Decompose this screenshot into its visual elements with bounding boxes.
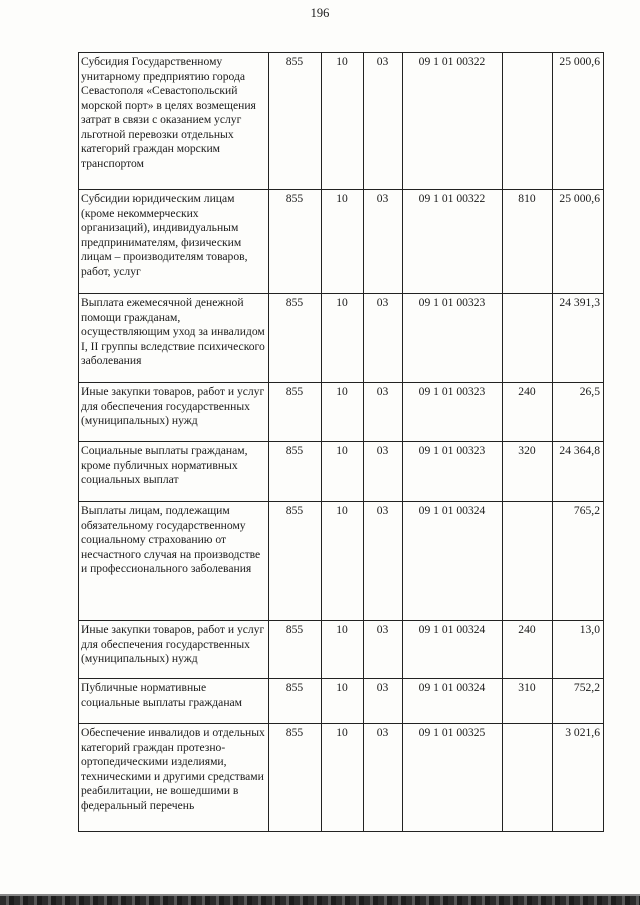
- department-code: 855: [269, 724, 322, 832]
- section-code: 10: [322, 679, 364, 724]
- department-code: 855: [269, 190, 322, 294]
- table-row: [79, 294, 604, 383]
- subsection-code: 03: [364, 502, 403, 621]
- subsection-code: 03: [364, 442, 403, 502]
- amount: 13,0: [553, 621, 604, 679]
- target-article-code: 09 1 01 00324: [403, 679, 503, 724]
- expense-type-code: 240: [503, 621, 553, 679]
- table-row: [79, 502, 604, 621]
- amount: 765,2: [553, 502, 604, 621]
- expense-type-code: 320: [503, 442, 553, 502]
- section-code: 10: [322, 621, 364, 679]
- amount: 25 000,6: [553, 190, 604, 294]
- section-code: 10: [322, 383, 364, 442]
- department-code: 855: [269, 294, 322, 383]
- expense-type-code: 310: [503, 679, 553, 724]
- subsection-code: 03: [364, 53, 403, 190]
- table-row: [79, 679, 604, 724]
- target-article-code: 09 1 01 00325: [403, 724, 503, 832]
- expense-item-name: Обеспечение инвалидов и отдельных категорий граждан протезно-ортопедическими изделиями, техническими и другими средствами реабилитации, не вошедшими в федеральный перечень: [79, 724, 269, 832]
- table-row: [79, 621, 604, 679]
- department-code: 855: [269, 502, 322, 621]
- budget-table: [78, 52, 604, 832]
- expense-type-code: 810: [503, 190, 553, 294]
- department-code: 855: [269, 53, 322, 190]
- subsection-code: 03: [364, 679, 403, 724]
- expense-item-name: Выплата ежемесячной денежной помощи гражданам, осуществляющим уход за инвалидом I, II группы вследствие психического заболевания: [79, 294, 269, 383]
- expense-type-code: [503, 294, 553, 383]
- page-number: 196: [310, 6, 330, 20]
- subsection-code: 03: [364, 724, 403, 832]
- amount: 24 391,3: [553, 294, 604, 383]
- subsection-code: 03: [364, 294, 403, 383]
- target-article-code: 09 1 01 00322: [403, 53, 503, 190]
- subsection-code: 03: [364, 190, 403, 294]
- target-article-code: 09 1 01 00323: [403, 383, 503, 442]
- scan-bottom-edge: [0, 896, 640, 905]
- expense-type-code: 240: [503, 383, 553, 442]
- target-article-code: 09 1 01 00323: [403, 442, 503, 502]
- table-row: [79, 190, 604, 294]
- amount: 752,2: [553, 679, 604, 724]
- department-code: 855: [269, 383, 322, 442]
- expense-item-name: Выплаты лицам, подлежащим обязательному государственному социальному страхованию от несчастного случая на производстве и профессионального заболевания: [79, 502, 269, 621]
- table-row: [79, 442, 604, 502]
- section-code: 10: [322, 190, 364, 294]
- amount: 24 364,8: [553, 442, 604, 502]
- target-article-code: 09 1 01 00324: [403, 621, 503, 679]
- expense-item-name: Иные закупки товаров, работ и услуг для обеспечения государственных (муниципальных) нужд: [79, 621, 269, 679]
- section-code: 10: [322, 502, 364, 621]
- subsection-code: 03: [364, 621, 403, 679]
- amount: 25 000,6: [553, 53, 604, 190]
- expense-type-code: [503, 502, 553, 621]
- expense-item-name: Публичные нормативные социальные выплаты гражданам: [79, 679, 269, 724]
- subsection-code: 03: [364, 383, 403, 442]
- department-code: 855: [269, 679, 322, 724]
- expense-type-code: [503, 724, 553, 832]
- table-row: [79, 53, 604, 190]
- amount: 26,5: [553, 383, 604, 442]
- expense-item-name: Субсидии юридическим лицам (кроме некоммерческих организаций), индивидуальным предпринимателям, физическим лицам – производителям товаров, работ, услуг: [79, 190, 269, 294]
- expense-item-name: Субсидия Государственному унитарному предприятию города Севастополя «Севастопольский морской порт» в целях возмещения затрат в связи с оказанием услуг льготной перевозки отдельных категорий граждан морским транспортом: [79, 53, 269, 190]
- table-row: [79, 724, 604, 832]
- expense-type-code: [503, 53, 553, 190]
- target-article-code: 09 1 01 00322: [403, 190, 503, 294]
- section-code: 10: [322, 53, 364, 190]
- budget-table-body: [79, 53, 604, 832]
- amount: 3 021,6: [553, 724, 604, 832]
- target-article-code: 09 1 01 00324: [403, 502, 503, 621]
- section-code: 10: [322, 294, 364, 383]
- department-code: 855: [269, 442, 322, 502]
- expense-item-name: Иные закупки товаров, работ и услуг для обеспечения государственных (муниципальных) нужд: [79, 383, 269, 442]
- section-code: 10: [322, 724, 364, 832]
- department-code: 855: [269, 621, 322, 679]
- section-code: 10: [322, 442, 364, 502]
- table-row: [79, 383, 604, 442]
- target-article-code: 09 1 01 00323: [403, 294, 503, 383]
- expense-item-name: Социальные выплаты гражданам, кроме публичных нормативных социальных выплат: [79, 442, 269, 502]
